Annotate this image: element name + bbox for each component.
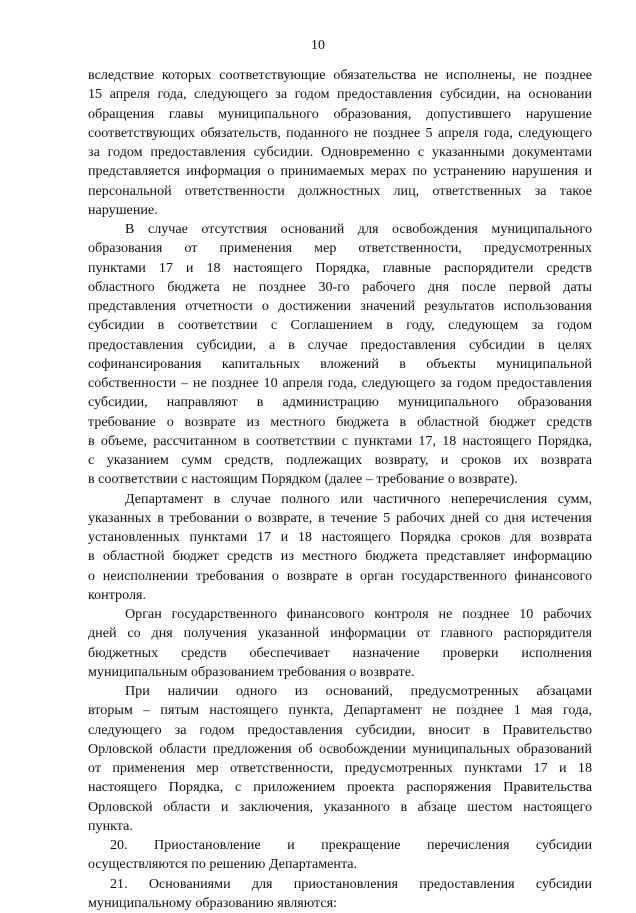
paragraph-4 [88, 605, 592, 682]
text-line: В случае отсутствия оснований для освобождения муниципального [88, 220, 592, 239]
text-line: пунктами 17 и 18 настоящего Порядка, главные распорядители средств [88, 259, 592, 278]
text-line: осуществляются по решению Департамента. [88, 855, 592, 874]
text-line: от применения мер ответственности, предусмотренных пунктами 17 и 18 [88, 759, 592, 778]
document-body [88, 66, 592, 913]
text-line: представляется информация о принимаемых мерах по устранению нарушения и [88, 162, 592, 181]
text-line: соответствующих обязательств, поданного не позднее 5 апреля года, следующего [88, 124, 592, 143]
text-line: 20. Приостановление и прекращение перечисления субсидии [88, 836, 592, 855]
text-line: образования от применения мер ответственности, предусмотренных [88, 239, 592, 258]
text-line: обращения главы муниципального образования, допустившего нарушение [88, 105, 592, 124]
text-line: 15 апреля года, следующего за годом предоставления субсидии, на основании [88, 85, 592, 104]
text-line: При наличии одного из оснований, предусмотренных абзацами [88, 682, 592, 701]
text-line: субсидии, направляют в администрацию муниципального образования [88, 393, 592, 412]
text-line: установленных пунктами 17 и 18 настоящего Порядка сроков для возврата [88, 528, 592, 547]
text-line: предоставления субсидии, а в случае предоставления субсидии в целях [88, 336, 592, 355]
text-line: Департамент в случае полного или частичного неперечисления сумм, [88, 490, 592, 509]
paragraph-2 [88, 220, 592, 490]
text-line: муниципальным образованием требования о возврате. [88, 663, 592, 682]
text-line: дней со дня получения указанной информации от главного распорядителя [88, 624, 592, 643]
text-line: с указанием сумм средств, подлежащих возврату, и сроков их возврата [88, 451, 592, 470]
text-line: за годом предоставления субсидии. Одновременно с указанными документами [88, 143, 592, 162]
text-line: указанных в требовании о возврате, в течение 5 рабочих дней со дня истечения [88, 509, 592, 528]
text-line: софинансирования капитальных вложений в объекты муниципальной [88, 355, 592, 374]
text-line: в объеме, рассчитанном в соответствии с пунктами 17, 18 настоящего Порядка, [88, 432, 592, 451]
text-line: Орловской области и заключения, указанного в абзаце шестом настоящего [88, 798, 592, 817]
text-line: 21. Основаниями для приостановления предоставления субсидии [88, 875, 592, 894]
page-number: 10 [0, 38, 636, 54]
text-line: Орловской области предложения об освобождении муниципальных образований [88, 740, 592, 759]
paragraph-item-21 [88, 875, 592, 913]
text-line: субсидии в соответствии с Соглашением в году, следующем за годом [88, 316, 592, 335]
text-line: областного бюджета не позднее 30-го рабочего дня после первой даты [88, 278, 592, 297]
text-line: бюджетных средств обеспечивает назначение проверки исполнения [88, 644, 592, 663]
text-line: собственности – не позднее 10 апреля года, следующего за годом предоставления [88, 374, 592, 393]
text-line: в областной бюджет средств из местного бюджета представляет информацию [88, 547, 592, 566]
text-line: представления отчетности о достижении значений результатов использования [88, 297, 592, 316]
text-line: Орган государственного финансового контроля не позднее 10 рабочих [88, 605, 592, 624]
text-line: в соответствии с настоящим Порядком (далее – требование о возврате). [88, 470, 592, 489]
text-line: следующего за годом предоставления субсидии, вносит в Правительство [88, 721, 592, 740]
paragraph-3 [88, 490, 592, 606]
text-line: персональной ответственности должностных лиц, ответственных за такое [88, 182, 592, 201]
text-line: контроля. [88, 586, 592, 605]
paragraph-5 [88, 682, 592, 836]
text-line: требование о возврате из местного бюджета в областной бюджет средств [88, 413, 592, 432]
text-line: настоящего Порядка, с приложением проекта распоряжения Правительства [88, 778, 592, 797]
text-line: муниципальному образованию являются: [88, 894, 592, 913]
text-line: вследствие которых соответствующие обязательства не исполнены, не позднее [88, 66, 592, 85]
paragraph-1 [88, 66, 592, 220]
text-line: пункта. [88, 817, 592, 836]
text-line: о неисполнении требования о возврате в орган государственного финансового [88, 567, 592, 586]
text-line: нарушение. [88, 201, 592, 220]
text-line: вторым – пятым настоящего пункта, Департамент не позднее 1 мая года, [88, 701, 592, 720]
paragraph-item-20 [88, 836, 592, 875]
